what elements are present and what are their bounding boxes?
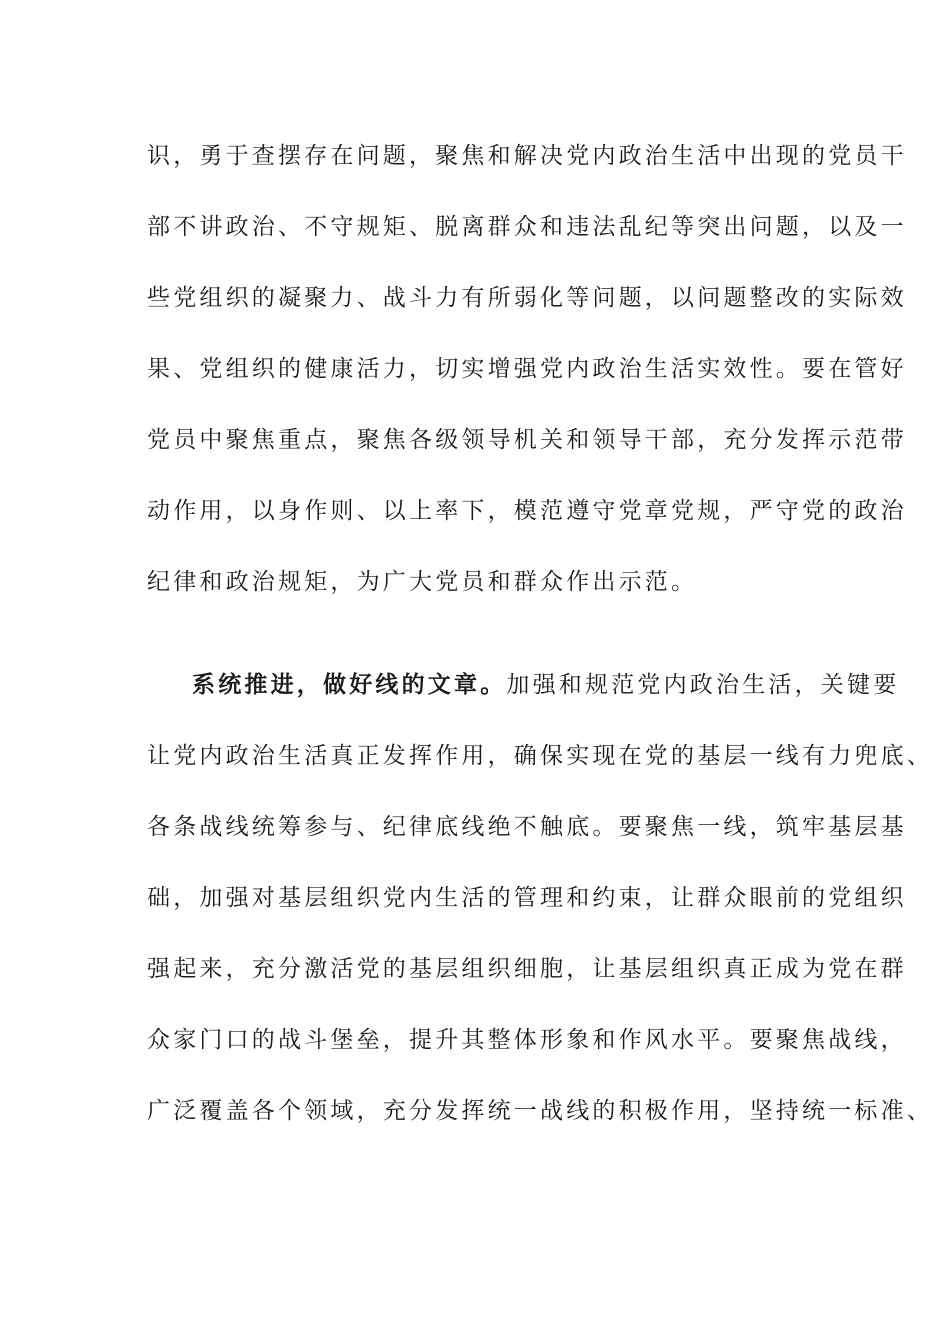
paragraph-1-line-3: 些党组织的凝聚力、战斗力有所弱化等问题，以问题整改的实际效 — [147, 285, 907, 311]
paragraph-2-line-3: 各条战线统筹参与、纪律底线绝不触底。要聚焦一线，筑牢基层基 — [147, 814, 907, 840]
paragraph-2-line-1 — [192, 671, 900, 699]
paragraph-2-line-6: 众家门口的战斗堡垒，提升其整体形象和作风水平。要聚焦战线， — [147, 1027, 907, 1053]
paragraph-1-line-4: 果、党组织的健康活力，切实增强党内政治生活实效性。要在管好 — [147, 356, 907, 382]
paragraph-2-first-line-text: 加强和规范党内政治生活，关键要 — [506, 672, 900, 698]
paragraph-1-line-6: 动作用，以身作则、以上率下，模范遵守党章党规，严守党的政治 — [147, 498, 907, 524]
paragraph-2-line-2: 让党内政治生活真正发挥作用，确保实现在党的基层一线有力兜底、 — [147, 743, 933, 769]
paragraph-2-line-5: 强起来，充分激活党的基层组织细胞，让基层组织真正成为党在群 — [147, 956, 907, 982]
paragraph-1-line-5: 党员中聚焦重点，聚焦各级领导机关和领导干部，充分发挥示范带 — [147, 427, 907, 453]
paragraph-1-line-7: 纪律和政治规矩，为广大党员和群众作出示范。 — [147, 569, 698, 595]
paragraph-1-line-2: 部不讲政治、不守规矩、脱离群众和违法乱纪等突出问题，以及一 — [147, 214, 907, 240]
paragraph-2-line-4: 础，加强对基层组织党内生活的管理和约束，让群众眼前的党组织 — [147, 885, 907, 911]
paragraph-1-line-1: 识，勇于查摆存在问题，聚焦和解决党内政治生活中出现的党员干 — [147, 143, 907, 169]
paragraph-2-heading: 系统推进，做好线的文章。 — [192, 671, 507, 698]
paragraph-2-line-7: 广泛覆盖各个领域，充分发挥统一战线的积极作用，坚持统一标准、 — [147, 1098, 933, 1124]
